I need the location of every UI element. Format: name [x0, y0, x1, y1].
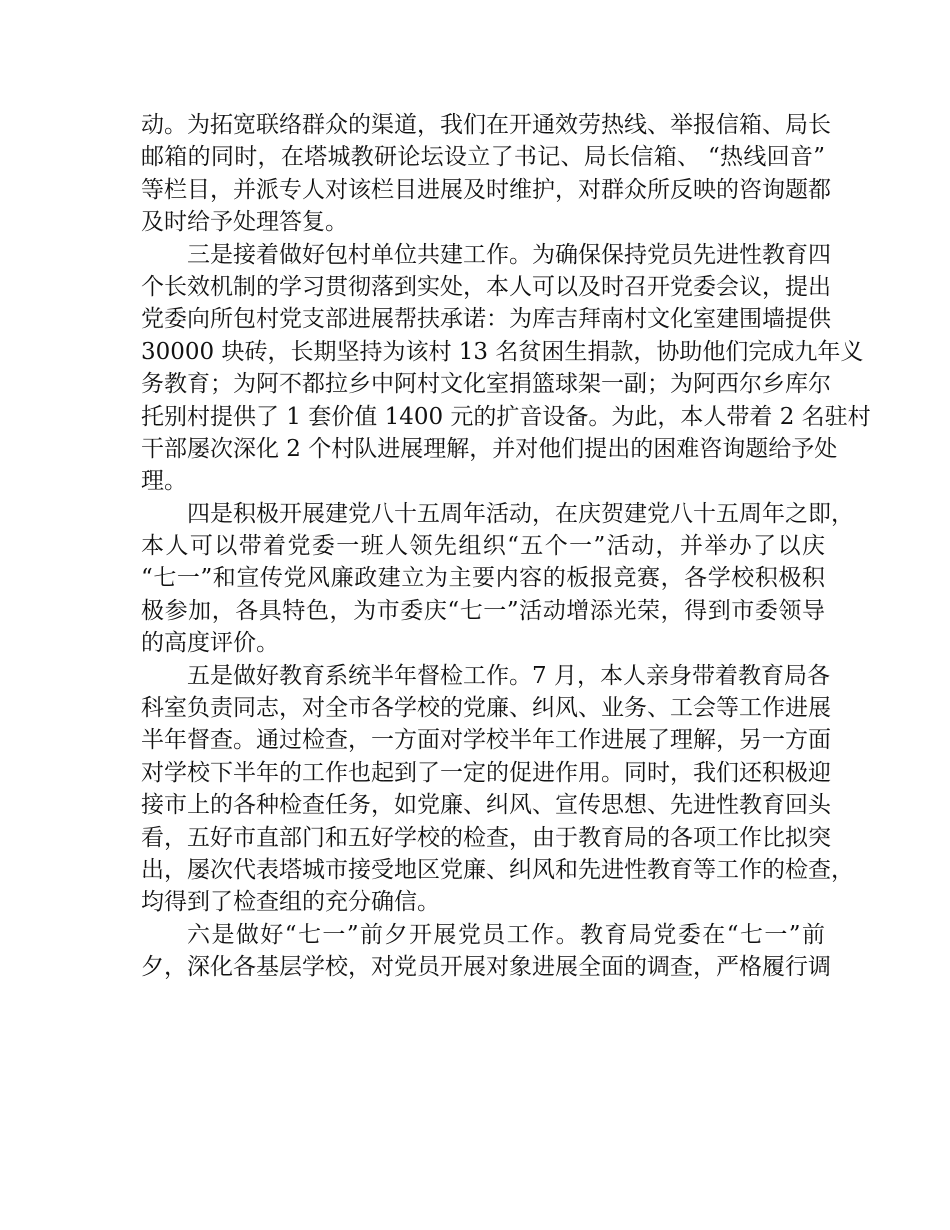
text-line: 托别村提供了 1 套价值 1400 元的扩音设备。为此，本人带着 2 名驻村 [141, 403, 871, 430]
text-line: 动。为拓宽联络群众的渠道，我们在开通效劳热线、举报信箱、局长 [141, 112, 831, 138]
text-line: 干部屡次深化 2 个村队进展理解，并对他们提出的困难咨询题给予处 [141, 435, 838, 462]
text-line: 对学校下半年的工作也起到了一定的促进作用。同时，我们还积极迎 [141, 759, 831, 786]
text-line: “七一”和宣传党风廉政建立为主要内容的板报竞赛，各学校积极积 [141, 565, 825, 592]
text-line: 务教育；为阿不都拉乡中阿村文化室捐篮球架一副；为阿西尔乡库尔 [141, 371, 831, 398]
text-line: 个长效机制的学习贯彻落到实处，本人可以及时召开党委会议，提出 [141, 273, 831, 300]
text-line: 等栏目，并派专人对该栏目进展及时维护，对群众所反映的咨询题都 [141, 176, 831, 203]
text-line: 理。 [141, 468, 187, 495]
text-line: 出，屡次代表塔城市接受地区党廉、纠风和先进性教育等工作的检查， [141, 856, 854, 883]
text-line: 本人可以带着党委一班人领先组织“五个一”活动，并举办了以庆 [141, 533, 825, 560]
text-line: 邮箱的同时，在塔城教研论坛设立了书记、局长信箱、 “热线回音” [141, 144, 825, 171]
paragraph [141, 239, 871, 498]
text-line: 三是接着做好包村单位共建工作。为确保保持党员先进性教育四 [187, 241, 831, 268]
text-line: 及时给予处理答复。 [141, 209, 348, 236]
text-line: 极参加，各具特色，为市委庆“七一”活动增添光荣，得到市委领导 [141, 597, 825, 624]
paragraph [141, 498, 854, 660]
text-line: 党委向所包村党支部进展帮扶承诺：为库吉拜南村文化室建围墙提供 [141, 306, 831, 333]
text-line: 六是做好“七一”前夕开展党员工作。教育局党委在“七一”前 [187, 921, 825, 948]
text-line: 半年督查。通过检查，一方面对学校半年工作进展了理解，另一方面 [141, 727, 831, 754]
text-line: 科室负责同志，对全市各学校的党廉、纠风、业务、工会等工作进展 [141, 695, 831, 722]
paragraph [141, 660, 854, 919]
paragraph [141, 919, 831, 984]
paragraph [141, 109, 831, 239]
text-line: 四是积极开展建党八十五周年活动，在庆贺建党八十五周年之即， [187, 500, 854, 527]
text-line: 看，五好市直部门和五好学校的检查，由于教育局的各项工作比拟突 [141, 824, 831, 851]
text-line: 五是做好教育系统半年督检工作。7 月，本人亲身带着教育局各 [187, 662, 830, 689]
text-line: 30000 块砖，长期坚持为该村 13 名贫困生捐款，协助他们完成九年义 [141, 338, 864, 365]
document-body [141, 109, 871, 984]
text-line: 夕，深化各基层学校，对党员开展对象进展全面的调查，严格履行调 [141, 954, 831, 981]
text-line: 的高度评价。 [141, 630, 279, 657]
text-line: 均得到了检查组的充分确信。 [141, 889, 440, 916]
text-line: 接市上的各种检查任务，如党廉、纠风、宣传思想、先进性教育回头 [141, 792, 831, 819]
